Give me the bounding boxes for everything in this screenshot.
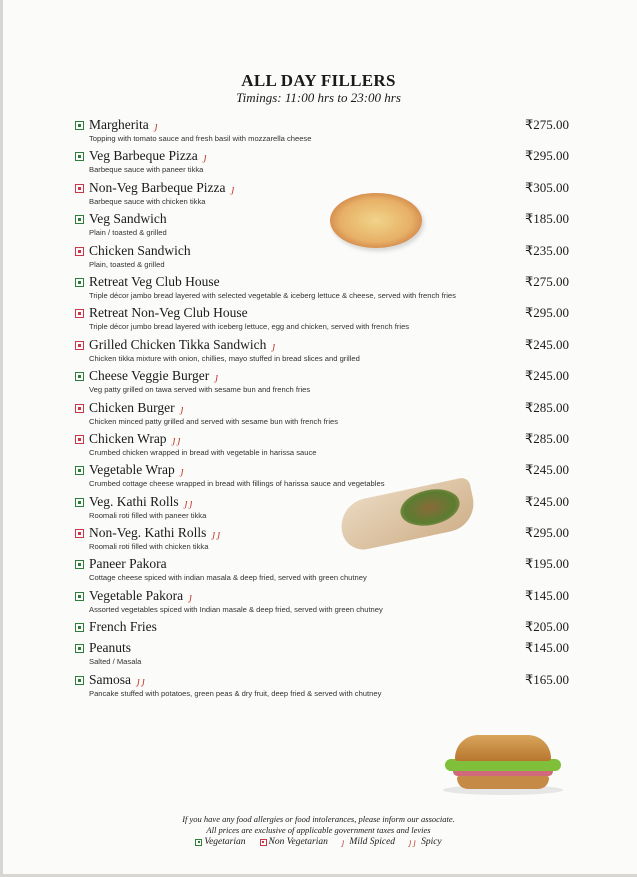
nonveg-icon [75,404,84,413]
item-name-text: Retreat Non-Veg Club House [89,305,248,321]
chili-icon: ȷ [341,837,347,847]
veg-icon [75,644,84,653]
chili-icon: ȷ [272,339,278,352]
veg-icon [75,466,84,475]
veg-icon [195,839,202,846]
item-description: Crumbed chicken wrapped in bread with vegetable in harissa sauce [89,447,317,457]
item-name-text: Veg. Kathi Rolls [89,493,179,509]
item-description: Plain, toasted & grilled [89,259,165,269]
tax-note: All prices are exclusive of applicable government taxes and levies [206,825,431,835]
item-price: ₹205.00 [525,619,570,635]
item-name [89,400,186,416]
item-name-text: Chicken Wrap [89,430,167,446]
chili-icon: ȷ [180,402,186,415]
item-name-text: Vegetable Wrap [89,462,175,478]
chili-icon: ȷ [215,371,221,384]
item-description: Crumbed cottage cheese wrapped in bread with fillings of harissa sauce and vegetables [89,479,385,489]
veg-icon [75,215,84,224]
legend-nonveg [260,837,328,847]
item-name [89,462,186,478]
item-description: Topping with tomato sauce and fresh basil with mozzarella cheese [89,134,312,143]
menu-item [75,431,575,462]
veg-icon [75,623,84,632]
item-name [89,117,160,133]
legend-nonveg-label: Non Vegetarian [268,837,328,847]
item-name [89,305,248,321]
chili-icon: ȷ [189,590,195,603]
veg-icon [75,676,84,685]
item-price: ₹235.00 [525,242,570,258]
item-price: ₹185.00 [525,211,570,227]
item-price: ₹295.00 [525,525,570,541]
veg-icon [75,121,84,130]
legend-spicy-label: Spicy [421,837,442,847]
item-description: Assorted vegetables spiced with Indian masale & deep fried, served with green chutney [89,604,383,614]
item-name-text: Peanuts [89,640,131,656]
menu-item [75,462,575,493]
item-description: Veg patty grilled on tawa served with sesame bun and french fries [89,385,311,395]
menu-item [75,337,575,368]
item-name-text: French Fries [89,619,157,635]
item-description: Triple décor jambo bread layered with selected vegetable & iceberg lettuce & cheese, served with french fries [89,290,456,300]
item-price: ₹165.00 [525,671,570,687]
item-description: Chicken tikka mixture with onion, chillies, mayo stuffed in bread slices and grilled [89,353,360,363]
menu-item [75,243,575,274]
bun-bottom [457,776,549,789]
nonveg-icon [75,309,84,318]
menu-item [75,494,575,525]
menu-item [75,556,575,587]
veg-icon [75,278,84,287]
item-name-text: Samosa [89,671,131,687]
item-price: ₹245.00 [525,368,570,384]
nonveg-icon [75,341,84,350]
veg-icon [75,152,84,161]
double-chili-icon: ȷȷ [137,674,148,687]
nonveg-icon [75,529,84,538]
veg-icon [75,592,84,601]
item-description: Triple décor jumbo bread layered with iceberg lettuce, egg and chicken, served with french fries [89,322,410,332]
menu-item [75,180,575,211]
item-name-text: Margherita [89,117,149,132]
item-description: Barbeque sauce with paneer tikka [89,165,204,175]
menu-item [75,640,575,671]
veg-icon [75,560,84,569]
item-price: ₹245.00 [525,336,570,352]
item-name-text: Chicken Burger [89,399,175,415]
item-price: ₹195.00 [525,556,570,572]
nonveg-icon [75,184,84,193]
item-description: Cottage cheese spiced with indian masala & deep fried, served with green chutney [89,573,367,583]
burger-image [443,735,563,795]
veg-icon [75,498,84,507]
double-chili-icon: ȷȷ [409,837,419,847]
item-price: ₹295.00 [525,305,570,321]
chili-icon: ȷ [180,465,186,478]
item-name-text: Non-Veg Barbeque Pizza [89,179,226,195]
item-name [89,243,191,259]
item-name [89,368,220,384]
item-name-text: Veg Barbeque Pizza [89,148,198,164]
double-chili-icon: ȷȷ [184,496,195,509]
item-description: Roomali roti filled with paneer tikka [89,510,207,520]
item-name [89,148,209,164]
item-name [89,211,167,227]
item-price: ₹245.00 [525,462,570,478]
nonveg-icon [75,435,84,444]
item-price: ₹245.00 [525,493,570,509]
legend [0,837,637,847]
item-name [89,556,167,572]
legend-mild [342,837,395,847]
item-name [89,672,147,688]
item-description: Pancake stuffed with potatoes, green peas & dry fruit, deep fried & served with chutney [89,688,382,698]
legend-veg-label: Vegetarian [204,837,246,847]
item-description: Barbeque sauce with chicken tikka [89,196,206,206]
item-name [89,640,131,656]
item-name-text: Veg Sandwich [89,211,167,227]
item-price: ₹145.00 [525,640,570,656]
timings: Timings: 11:00 hrs to 23:00 hrs [236,90,401,105]
veg-icon [75,372,84,381]
item-price: ₹285.00 [525,399,570,415]
item-price: ₹295.00 [525,148,570,164]
menu-item [75,117,575,148]
menu-item [75,305,575,336]
item-name [89,588,194,604]
item-price: ₹305.00 [525,179,570,195]
double-chili-icon: ȷȷ [212,528,223,541]
item-name [89,525,223,541]
item-description: Salted / Masala [89,657,142,667]
item-name [89,274,220,290]
item-name-text: Cheese Veggie Burger [89,368,210,384]
menu-item [75,672,575,703]
item-price: ₹275.00 [525,117,570,132]
item-description: Plain / toasted & grilled [89,228,167,238]
menu-item [75,619,575,640]
item-name-text: Non-Veg. Kathi Rolls [89,525,207,541]
item-name [89,494,195,510]
menu-item [75,211,575,242]
chili-icon: ȷ [231,182,237,195]
item-price: ₹285.00 [525,430,570,446]
item-name [89,431,183,447]
menu-item [75,274,575,305]
item-price: ₹275.00 [525,273,570,289]
menu-item [75,368,575,399]
menu-item [75,588,575,619]
item-name [89,619,157,635]
legend-spicy [409,837,442,847]
item-name-text: Paneer Pakora [89,556,167,572]
nonveg-icon [75,247,84,256]
bun-top [455,735,551,761]
item-name-text: Retreat Veg Club House [89,273,220,289]
item-name [89,180,237,196]
item-name-text: Chicken Sandwich [89,242,191,258]
page-title: ALL DAY FILLERS [241,71,396,90]
item-description: Chicken minced patty grilled and served with sesame bun with french fries [89,416,339,426]
chili-icon: ȷ [154,120,160,132]
menu-list [75,117,575,703]
page-edge [0,0,3,877]
legend-mild-label: Mild Spiced [349,837,396,847]
chili-icon: ȷ [203,151,209,164]
allergy-note: If you have any food allergies or food intolerances, please inform our associate. [182,814,455,824]
menu-item [75,148,575,179]
menu-item [75,525,575,556]
nonveg-icon [260,839,267,846]
double-chili-icon: ȷȷ [172,433,183,446]
legend-veg [195,837,245,847]
item-description: Roomali roti filled with chicken tikka [89,542,209,552]
item-name [89,337,277,353]
item-name-text: Grilled Chicken Tikka Sandwich [89,336,267,352]
item-price: ₹145.00 [525,587,570,603]
menu-item [75,400,575,431]
item-name-text: Vegetable Pakora [89,587,184,603]
